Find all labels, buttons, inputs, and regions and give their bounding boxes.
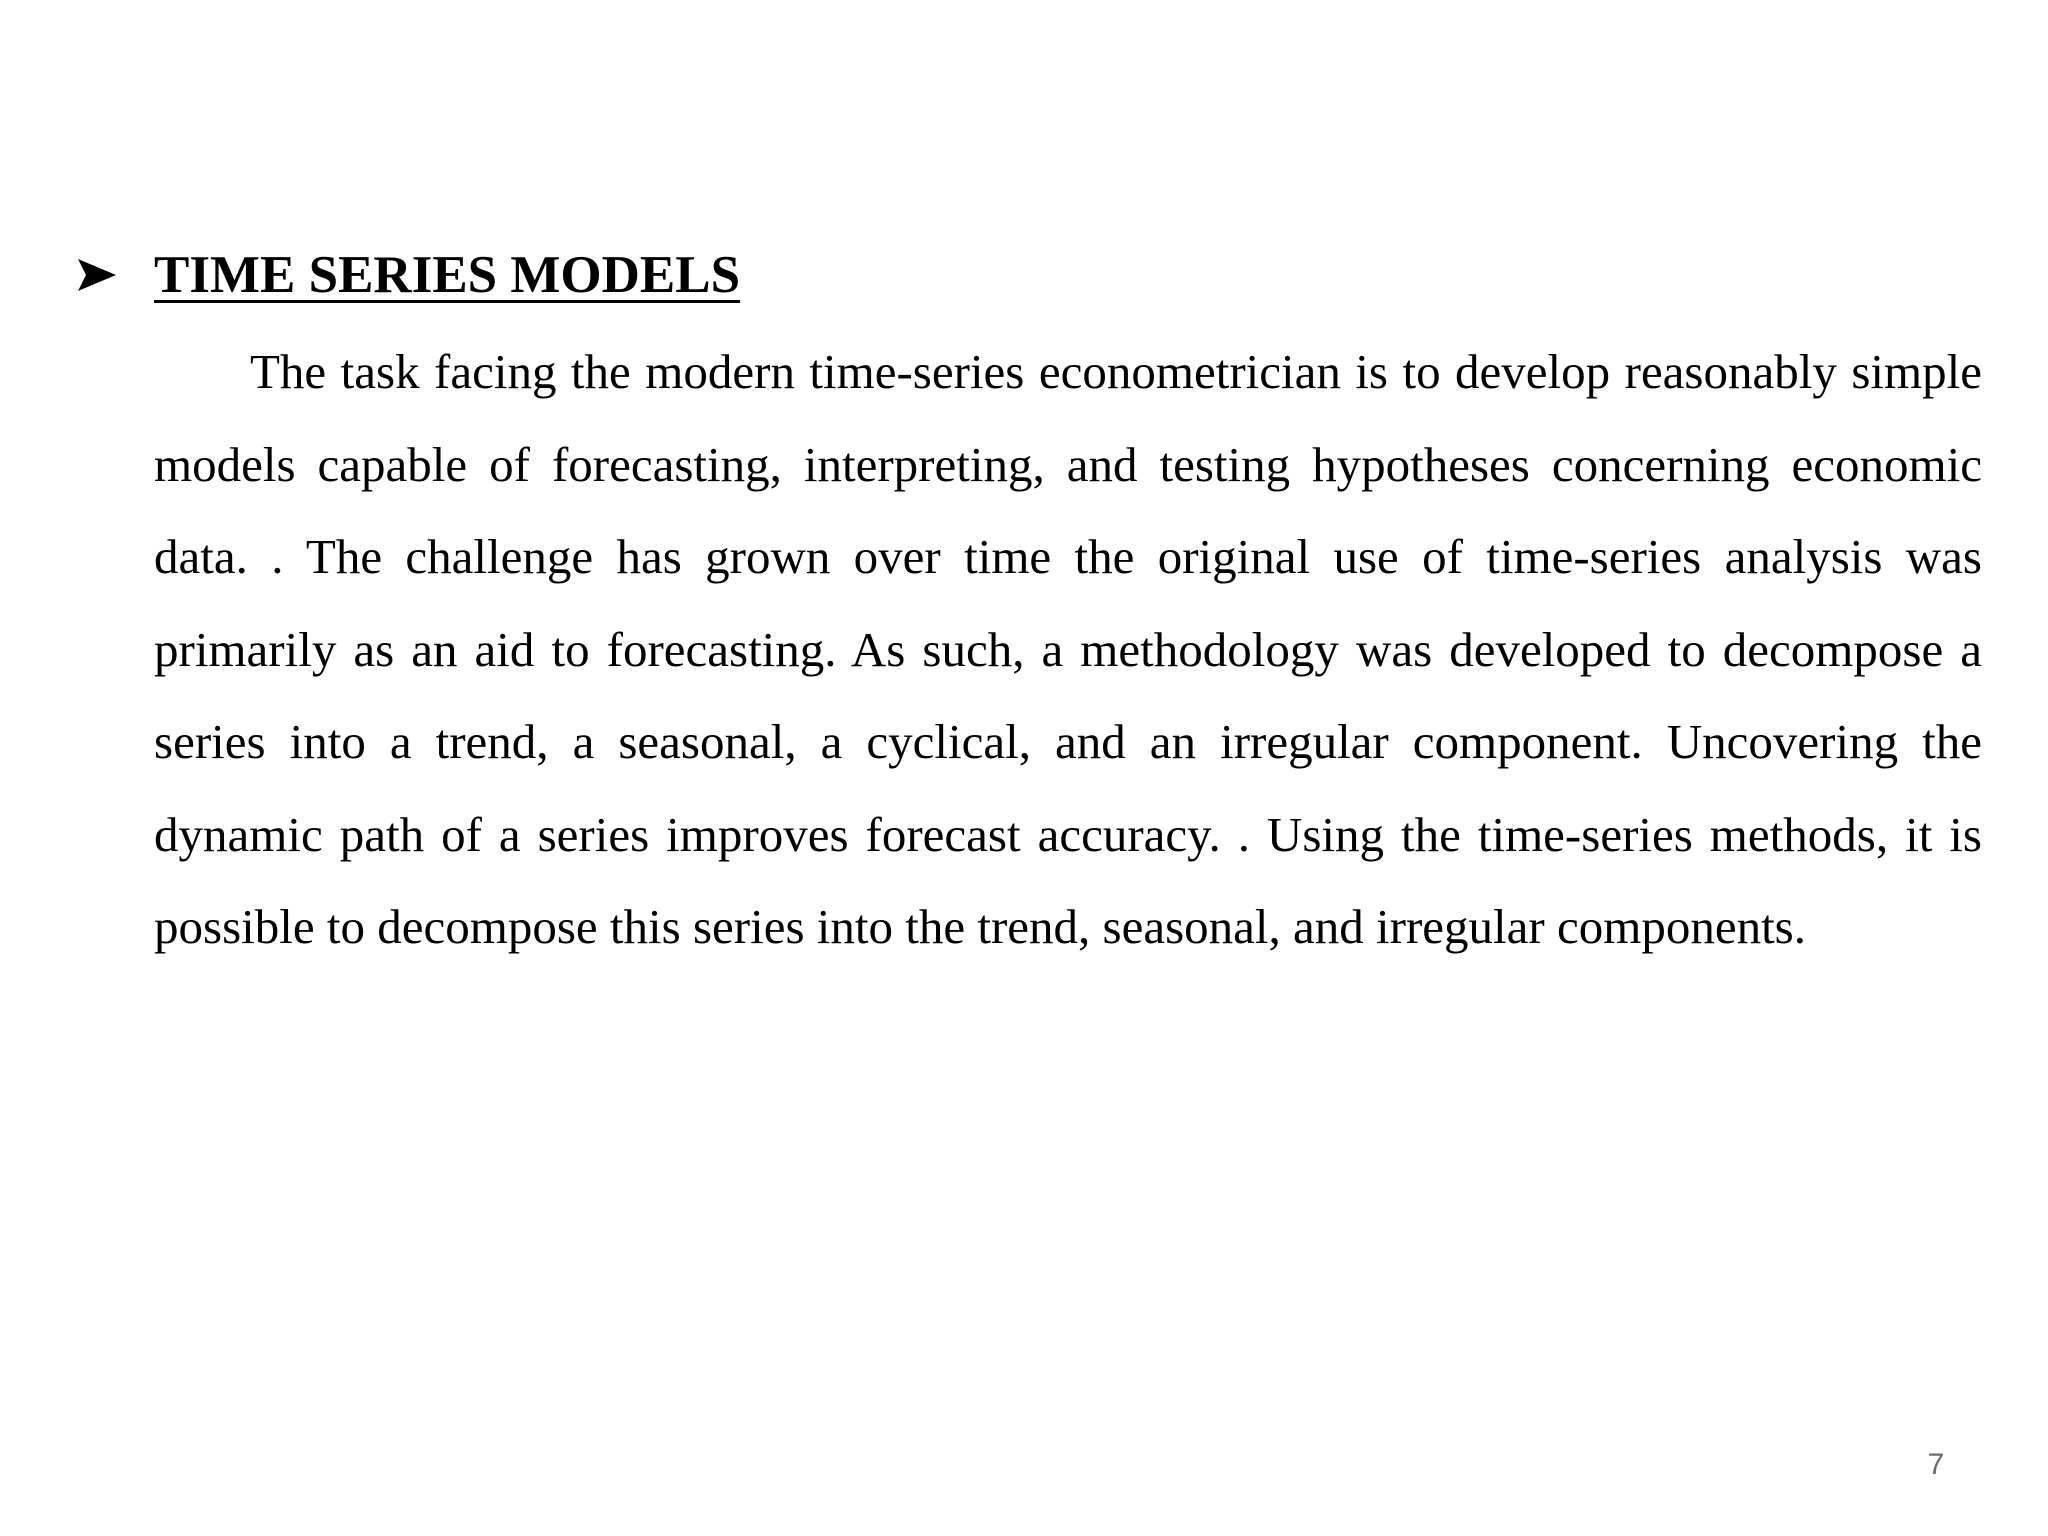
page-number: 7 <box>1927 1448 1945 1481</box>
body-paragraph: The task facing the modern time-series econometrician is to develop reasonably simple models capable of forecasting, interpreting, and testing hypotheses concerning economic data. . The challenge has grown over time the original use of time-series analysis was primarily as an aid to forecasting. As such, a methodology was developed to decompose a series into a trend, a seasonal, a cyclical, and an irregular component. Uncovering the dynamic path of a series improves forecast accuracy. . Using the time-series methods, it is possible to decompose this series into the trend, seasonal, and irregular components. <box>154 344 1982 954</box>
section-heading-row <box>76 240 740 310</box>
section-heading: TIME SERIES MODELS <box>154 246 741 304</box>
arrowhead-bullet-icon <box>76 245 120 305</box>
